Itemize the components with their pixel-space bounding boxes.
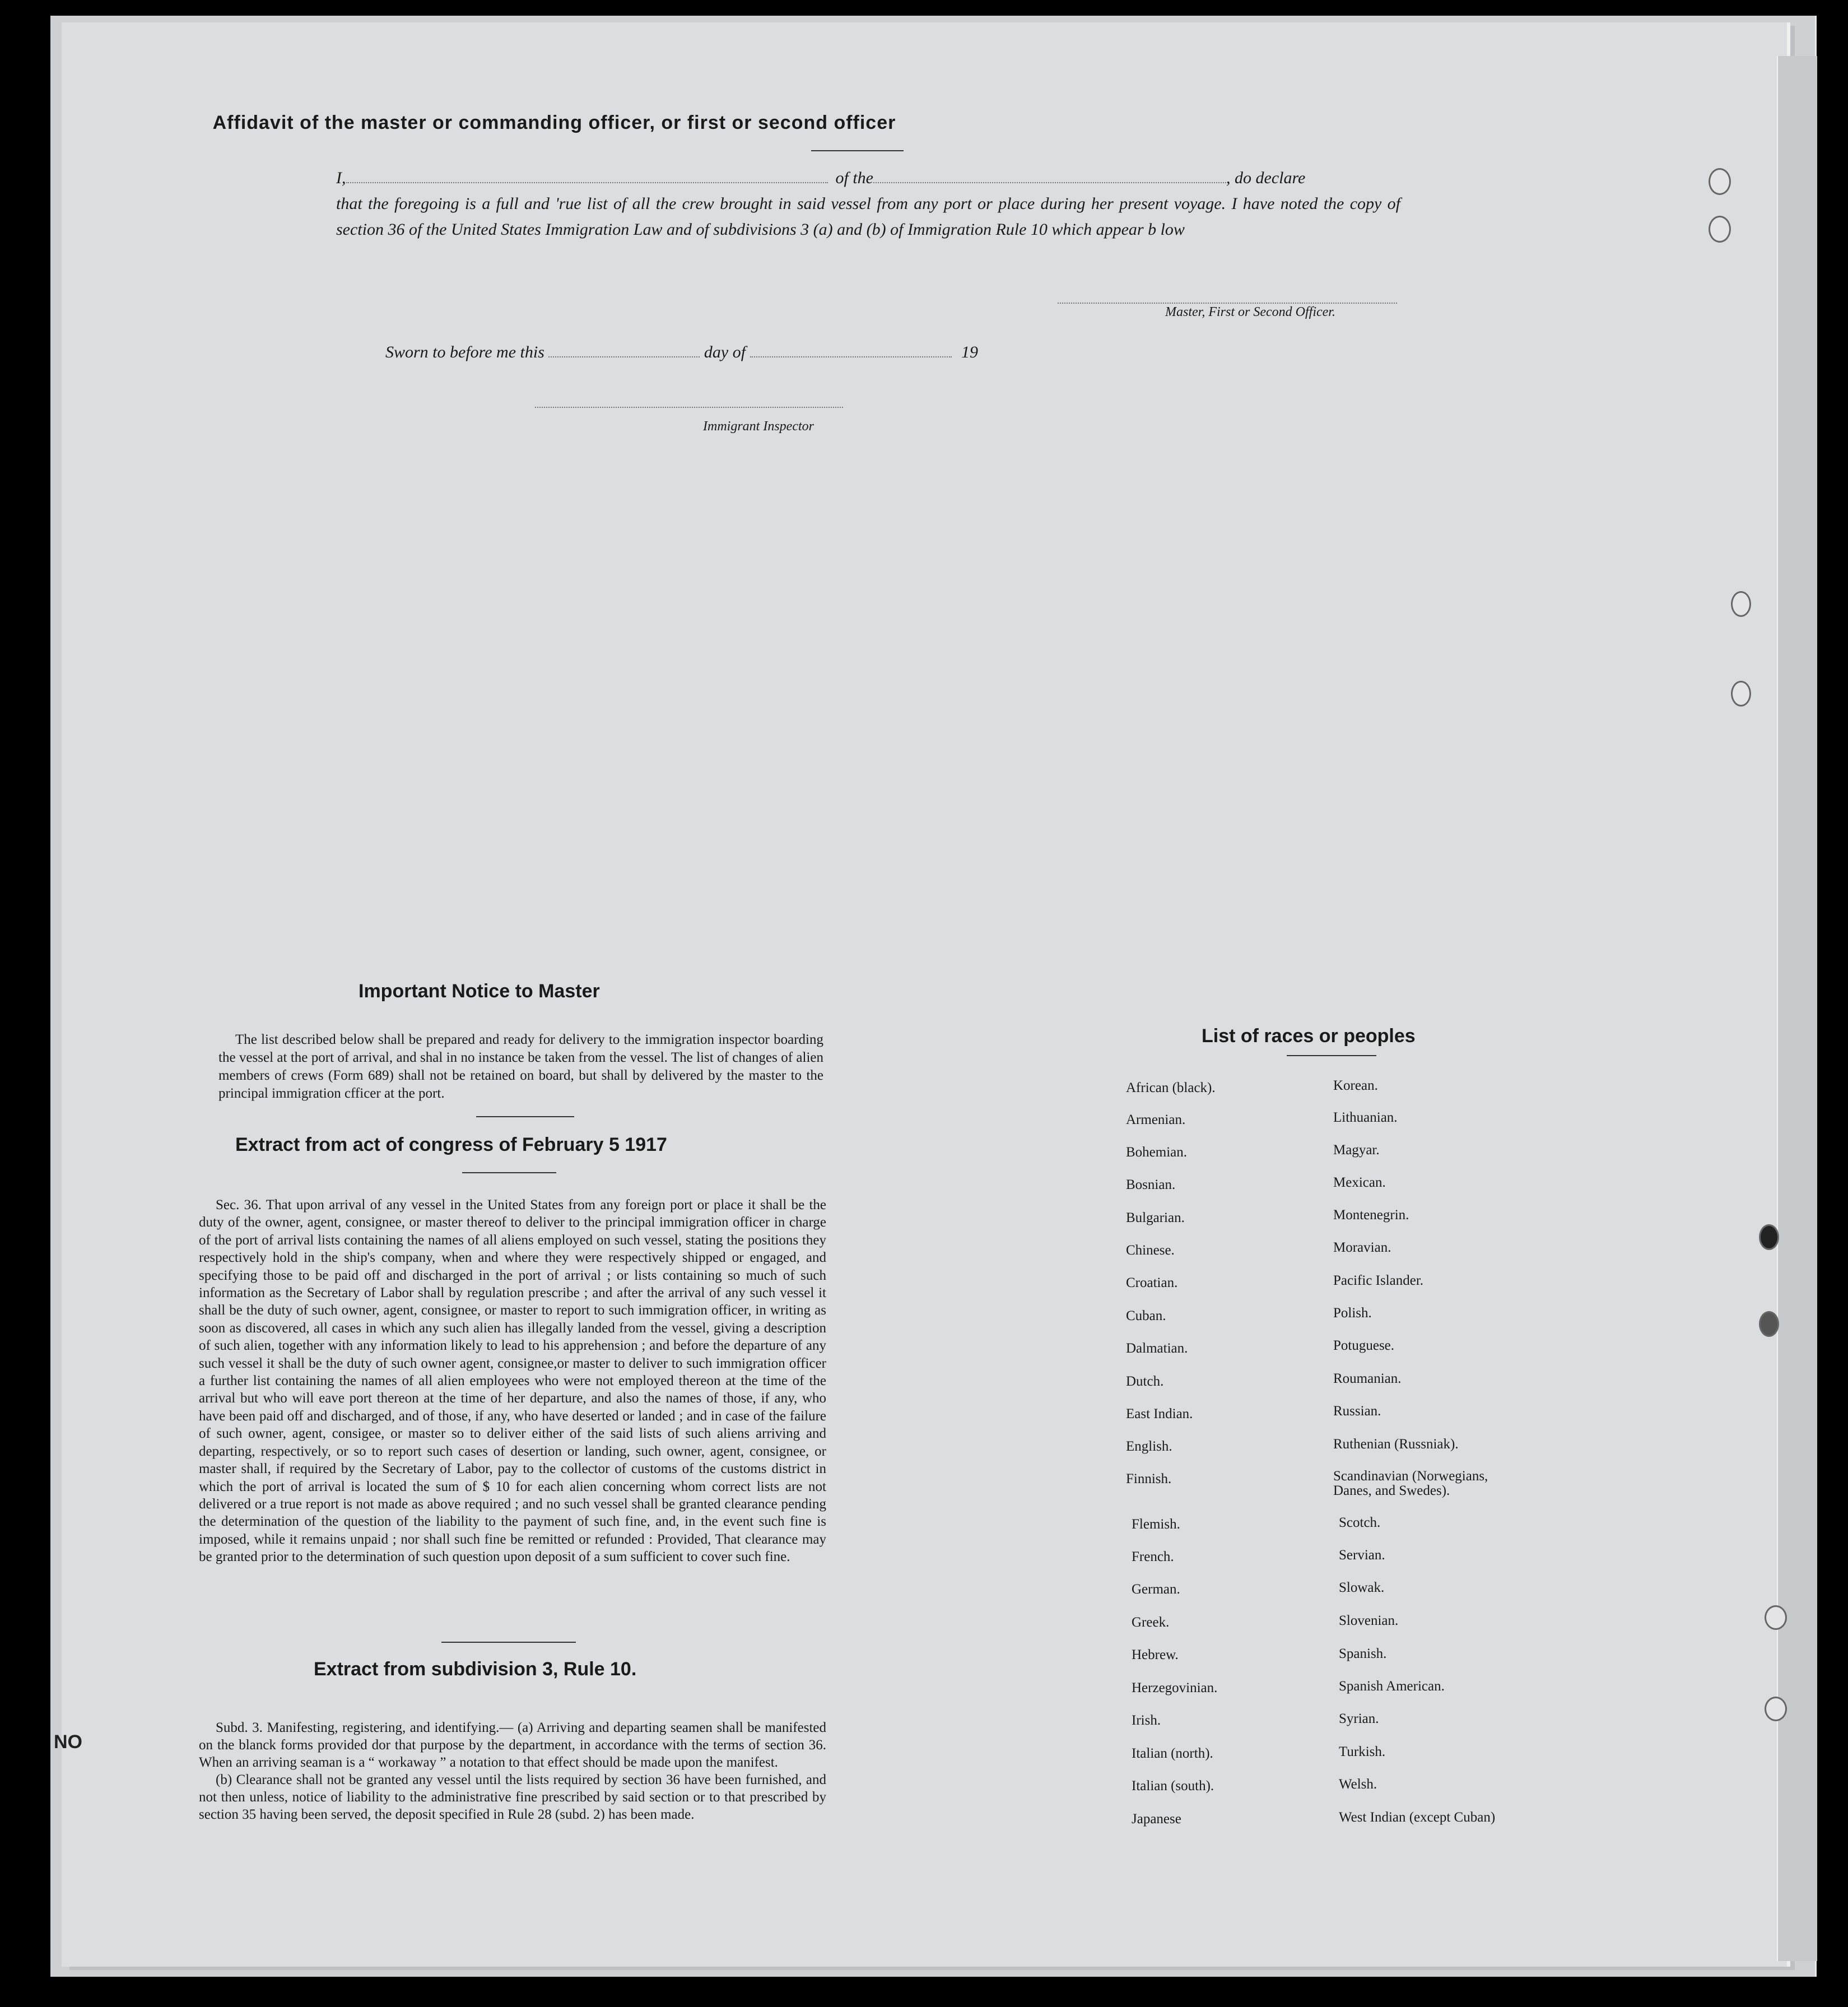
sworn-year: 19 xyxy=(961,343,979,361)
affidavit-text xyxy=(336,165,1400,243)
punch-hole xyxy=(1765,1605,1787,1630)
race-item: Mexican. xyxy=(1333,1175,1386,1190)
race-item: Potuguese. xyxy=(1333,1338,1395,1353)
affidavit-body: that the foregoing is a full and 'rue list of all the crew brought in said vessel from any port or place during her present voyage. I have noted the copy of section 36 of the United States Immigration Law and of subdivisions 3 (a) and (b) of Immigration Rule 10 which appear b low xyxy=(336,194,1400,239)
race-item: West Indian (except Cuban) xyxy=(1339,1810,1496,1825)
notice-rule xyxy=(476,1116,574,1117)
punch-hole xyxy=(1765,1697,1787,1721)
act-extract-rule xyxy=(462,1172,556,1173)
race-item: Ruthenian (Russniak). xyxy=(1333,1437,1459,1452)
race-item: Scotch. xyxy=(1339,1515,1381,1530)
punch-hole xyxy=(1759,1311,1779,1337)
race-item: Italian (north). xyxy=(1132,1746,1213,1761)
race-item: Flemish. xyxy=(1132,1517,1180,1532)
race-item: Cuban. xyxy=(1126,1308,1166,1323)
races-title-rule xyxy=(1287,1055,1376,1056)
affidavit-title: Affidavit of the master or commanding officer, or first or second officer xyxy=(212,112,896,133)
race-item: Welsh. xyxy=(1339,1777,1377,1792)
race-item: Hebrew. xyxy=(1132,1647,1179,1662)
races-title: List of races or peoples xyxy=(1202,1025,1416,1047)
race-item: Magyar. xyxy=(1333,1142,1380,1158)
sworn-day-blank xyxy=(548,356,700,357)
race-item: Irish. xyxy=(1132,1713,1161,1728)
race-item: Slovenian. xyxy=(1339,1613,1399,1628)
race-item: Bulgarian. xyxy=(1126,1210,1185,1225)
punch-hole xyxy=(1731,681,1751,707)
race-item: East Indian. xyxy=(1126,1406,1193,1421)
race-item: Polish. xyxy=(1333,1306,1372,1321)
title-rule xyxy=(811,150,904,151)
race-item: English. xyxy=(1126,1439,1172,1454)
race-item: Montenegrin. xyxy=(1333,1207,1409,1223)
race-item: Moravian. xyxy=(1333,1240,1391,1255)
race-item: Armenian. xyxy=(1126,1112,1186,1127)
race-item: Spanish American. xyxy=(1339,1679,1445,1694)
punch-hole xyxy=(1709,168,1731,195)
declaration-suffix: , do declare xyxy=(1226,169,1306,187)
notice-text: The list described below shall be prepared and ready for delivery to the immigration inspector boarding the vessel at the port of arrival, and shal in no instance be taken from the vessel. The list of changes of alien members of crews (Form 689) shall not be retained on board, but shall by delivered by the master to the principal immigration cfficer at the port. xyxy=(218,1032,823,1101)
edge-text: NO xyxy=(54,1731,82,1753)
sworn-line xyxy=(385,343,978,362)
inspector-label: Immigrant Inspector xyxy=(703,419,814,434)
sworn-prefix: Sworn to before me this xyxy=(385,343,544,361)
race-item: French. xyxy=(1132,1549,1174,1564)
race-item: Dutch. xyxy=(1126,1374,1164,1389)
rule-10-text xyxy=(199,1719,826,1823)
rule-para-b: (b) Clearance shall not be granted any vessel until the lists required by section 36 have been furnished, and not then unless, notice of liability to the administrative fine prescribed by said section or to that prescribed by section 35 having been served, the deposit specified in Rule 28 (subd. 2) has been made. xyxy=(199,1772,826,1822)
vessel-blank xyxy=(873,182,1226,183)
race-item: Bohemian. xyxy=(1126,1145,1188,1160)
race-item: Spanish. xyxy=(1339,1646,1387,1661)
race-item: German. xyxy=(1132,1582,1180,1597)
race-item: Italian (south). xyxy=(1132,1778,1214,1794)
section-end-rule xyxy=(441,1642,576,1643)
page-edge-fold xyxy=(1777,56,1817,1961)
act-extract-title: Extract from act of congress of February 5 1917 xyxy=(235,1134,667,1155)
rule-extract-title: Extract from subdivision 3, Rule 10. xyxy=(314,1658,637,1680)
race-item: Pacific Islander. xyxy=(1333,1273,1424,1288)
race-item: Korean. xyxy=(1333,1078,1378,1093)
race-item: Chinese. xyxy=(1126,1243,1175,1258)
inspector-signature-line xyxy=(535,407,843,408)
sworn-day-label: day of xyxy=(704,343,746,361)
punch-hole xyxy=(1759,1224,1779,1250)
sworn-month-blank xyxy=(750,356,952,357)
rule-para-a: Subd. 3. Manifesting, registering, and identifying.— (a) Arriving and departing seamen shall be manifested on the blanck forms provided dor that purpose by the department, in accordance with the terms of section 36. When an arriving seaman is a “ workaway ” a notation to that effect should be made upon the manifest. xyxy=(199,1720,826,1770)
race-item: Servian. xyxy=(1339,1548,1385,1563)
master-signature-line xyxy=(1058,303,1397,304)
race-item: Japanese xyxy=(1132,1811,1181,1827)
race-item: Lithuanian. xyxy=(1333,1110,1398,1125)
race-item: Greek. xyxy=(1132,1615,1170,1630)
race-item: Slowak. xyxy=(1339,1580,1385,1595)
race-item: Scandinavian (Norwegians, Danes, and Swedes). xyxy=(1333,1469,1488,1498)
declaration-prefix: I, xyxy=(336,169,346,187)
punch-hole xyxy=(1709,216,1731,243)
race-item: Bosnian. xyxy=(1126,1177,1176,1192)
name-blank xyxy=(346,182,828,183)
section-36-text: Sec. 36. That upon arrival of any vessel in the United States from any foreign port or place it shall be the duty of the owner, agent, consignee, or master thereof to deliver to the principal immigration officer in charge of the port of arrival lists containing the names of all aliens employed on such vessel, stating the positions they respectively hold in the ship's company, when and where they were respectively shipped or engaged, and specifying those to be paid off and discharged in the port of arrival ; or lists containing so much of such information as the Secretary of Labor shall by regulation prescribe ; and after the arrival of any such vessel it shall be the duty of such owner, agent, consignee, or master to report to such immigration officer, in writing as soon as discovered, all cases in which any such alien has illegally landed from the vessel, giving a description of such alien, together with any information likely to lead to his apprehension ; and before the departure of any such vessel it shall be the duty of such owner agent, consignee,or master to deliver to such immigration officer a further list containing the names of all alien employees who were not employed thereon at the time of the arrival but who will eave port thereon at the time of her departure, and also the names of those, if any, who have been paid off and discharged, and of those, if any, who have deserted or landed ; and in case of the failure of such owner, agent, consigee, or master so to deliver either of the said lists of such aliens arriving and departing, respectively, or so to report such cases of desertion or landing, such owner, agent, consignee, or master shall, if required by the Secretary of Labor, pay to the collector of customs of the customs district in which the port of arrival is located the sum of $ 10 for each alien concerning whom correct lists are not delivered or a true report is not made as above required ; and no such vessel shall be granted clearance pending the determination of the question of the liability to the payment of such fine, and, in the event such fine is imposed, while it remains unpaid ; nor shall such fine be remitted or refunded : Provided, That clearance may be granted prior to the determination of such question upon deposit of a sum sufficient to cover such fine. xyxy=(199,1197,826,1565)
race-item: Russian. xyxy=(1333,1404,1381,1419)
race-item: Croatian. xyxy=(1126,1275,1178,1290)
notice-title: Important Notice to Master xyxy=(359,981,600,1002)
race-item: Finnish. xyxy=(1126,1471,1172,1486)
race-item: African (black). xyxy=(1126,1080,1216,1095)
race-item: Syrian. xyxy=(1339,1711,1379,1726)
master-signature-label: Master, First or Second Officer. xyxy=(1165,305,1335,319)
declaration-of: of the xyxy=(835,169,873,187)
race-item: Turkish. xyxy=(1339,1744,1386,1759)
race-item: Herzegovinian. xyxy=(1132,1680,1218,1695)
race-item: Dalmatian. xyxy=(1126,1341,1188,1356)
race-item: Roumanian. xyxy=(1333,1371,1402,1386)
punch-hole xyxy=(1731,591,1751,617)
